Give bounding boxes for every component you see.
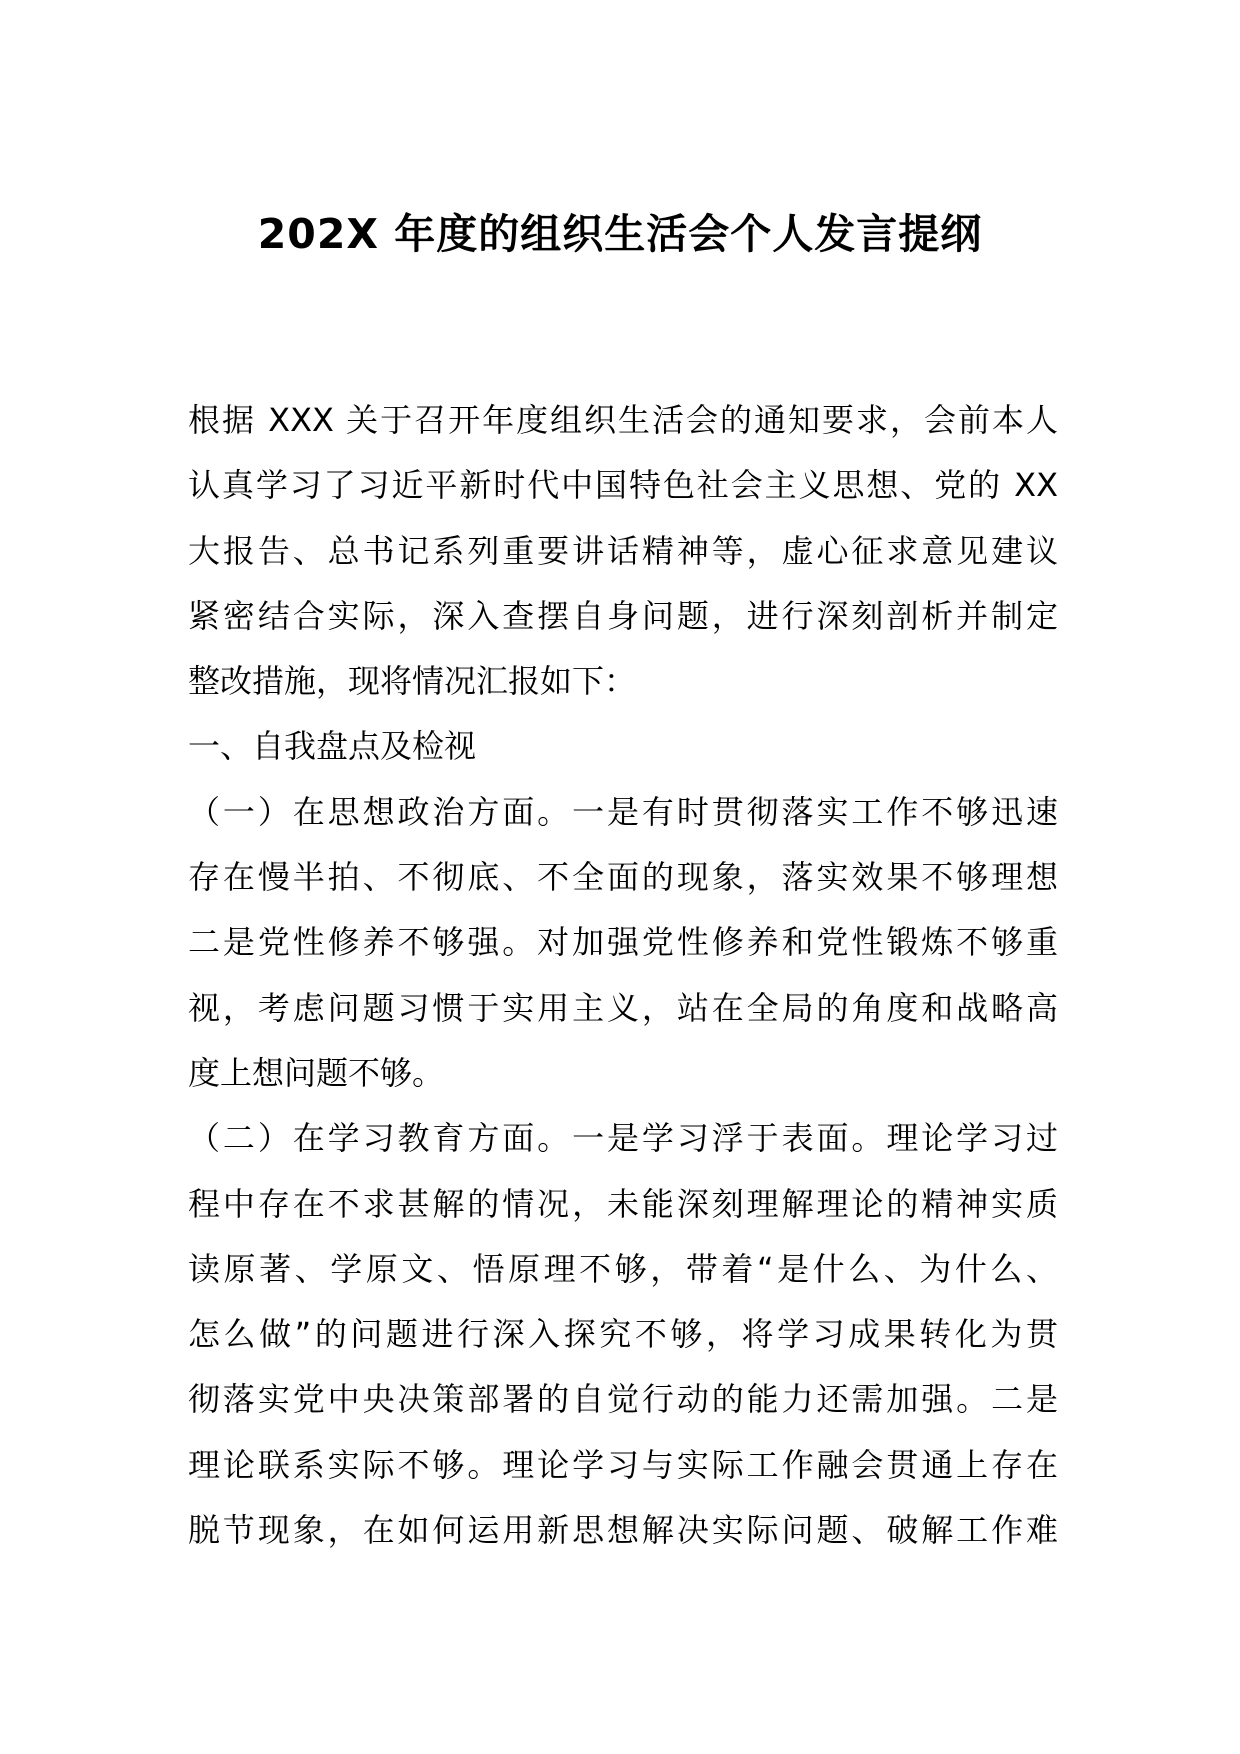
body-line: 脱节现象，在如何运用新思想解决实际问题、破解工作难 bbox=[188, 1511, 1058, 1550]
body-line: 大报告、总书记系列重要讲话精神等，虚心征求意见建议 bbox=[188, 531, 1058, 570]
body-line: 根据 XXX 关于召开年度组织生活会的通知要求，会前本人 bbox=[188, 401, 1058, 439]
body-line: （二）在学习教育方面。一是学习浮于表面。理论学习过 bbox=[188, 1119, 1058, 1158]
body-line: 程中存在不求甚解的情况，未能深刻理解理论的精神实质 bbox=[188, 1184, 1058, 1223]
body-line: 存在慢半拍、不彻底、不全面的现象，落实效果不够理想 bbox=[188, 858, 1058, 897]
body-line: 怎么做”的问题进行深入探究不够，将学习成果转化为贯 bbox=[188, 1315, 1058, 1354]
body-line: 读原著、学原文、悟原理不够，带着“是什么、为什么、 bbox=[188, 1249, 1058, 1288]
body-line: 整改措施，现将情况汇报如下： bbox=[188, 662, 637, 701]
document-body bbox=[188, 388, 1058, 1563]
body-line: 视，考虑问题习惯于实用主义，站在全局的角度和战略高 bbox=[188, 988, 1058, 1027]
body-line: 紧密结合实际，深入查摆自身问题，进行深刻剖析并制定 bbox=[188, 596, 1058, 635]
document-title: 202X 年度的组织生活会个人发言提纲 bbox=[257, 210, 983, 258]
body-line: 度上想问题不够。 bbox=[188, 1053, 445, 1092]
body-line: 彻落实党中央决策部署的自觉行动的能力还需加强。二是 bbox=[188, 1380, 1058, 1419]
body-line: （一）在思想政治方面。一是有时贯彻落实工作不够迅速 bbox=[188, 792, 1058, 831]
body-line: 二是党性修养不够强。对加强党性修养和党性锻炼不够重 bbox=[188, 923, 1058, 962]
body-line: 理论联系实际不够。理论学习与实际工作融会贯通上存在 bbox=[188, 1445, 1058, 1484]
section-heading: 一、自我盘点及检视 bbox=[188, 727, 477, 766]
body-line: 认真学习了习近平新时代中国特色社会主义思想、党的 XX bbox=[188, 466, 1058, 505]
